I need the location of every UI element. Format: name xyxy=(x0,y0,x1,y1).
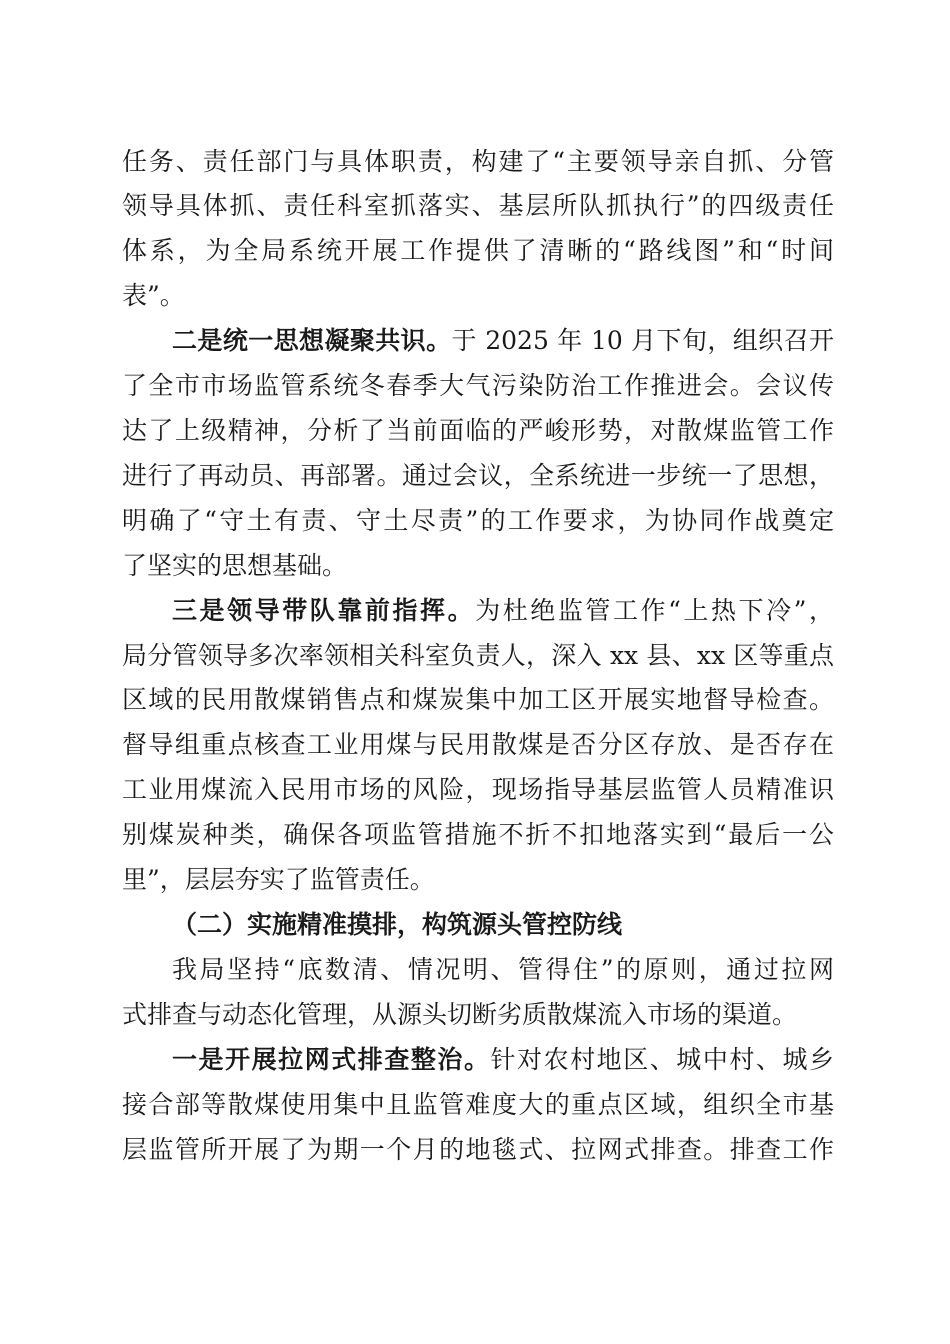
section-heading xyxy=(172,903,834,947)
line-text: 局分管领导多次率领相关科室负责人，深入 xx 县、xx 区等重点 xyxy=(122,641,834,670)
line-text: 里”，层层夯实了监管责任。 xyxy=(122,865,435,894)
paragraph-line xyxy=(172,948,834,992)
line-text: 了全市市场监管系统冬春季大气污染防治工作推进会。会议传 xyxy=(122,371,834,400)
paragraph-line xyxy=(122,813,834,857)
line-text: 于 2025 年 10 月下旬，组织召开 xyxy=(451,326,834,355)
line-text: 表”。 xyxy=(122,281,185,310)
paragraph-line xyxy=(172,1038,834,1082)
paragraph-line xyxy=(122,140,834,184)
paragraph-line xyxy=(122,723,834,767)
paragraph-line xyxy=(122,229,834,273)
line-text: 为杜绝监管工作“上热下冷”， xyxy=(475,596,834,625)
line-text: 针对农村地区、城中村、城乡 xyxy=(490,1045,834,1074)
paragraph-line xyxy=(122,678,834,722)
line-text: 了坚实的思想基础。 xyxy=(122,551,348,580)
paragraph-line xyxy=(122,409,834,453)
paragraph-lead-bold: 一是开展拉网式排查整治。 xyxy=(172,1045,491,1074)
line-text: 体系，为全局系统开展工作提供了清晰的“路线图”和“时间 xyxy=(122,236,834,265)
paragraph-lead-bold: 二是统一思想凝聚共识。 xyxy=(172,326,452,355)
paragraph-line xyxy=(122,768,834,812)
line-text: 区域的民用散煤销售点和煤炭集中加工区开展实地督导检查。 xyxy=(122,685,834,714)
paragraph-line xyxy=(122,274,834,318)
paragraph-line xyxy=(172,319,834,363)
line-text: 式排查与动态化管理，从源头切断劣质散煤流入市场的渠道。 xyxy=(122,1000,798,1029)
paragraph-line xyxy=(122,454,834,498)
line-text: 工业用煤流入民用市场的风险，现场指导基层监管人员精准识 xyxy=(122,775,834,804)
line-text: 层监管所开展了为期一个月的地毯式、拉网式排查。排查工作 xyxy=(122,1135,834,1164)
line-text: 接合部等散煤使用集中且监管难度大的重点区域，组织全市基 xyxy=(122,1090,834,1119)
line-text: 进行了再动员、再部署。通过会议，全系统进一步统一了思想， xyxy=(122,461,834,490)
paragraph-line xyxy=(122,499,834,543)
line-text: 督导组重点核查工业用煤与民用散煤是否分区存放、是否存在 xyxy=(122,730,834,759)
line-text: 任务、责任部门与具体职责，构建了“主要领导亲自抓、分管 xyxy=(122,147,834,176)
line-text: 明确了“守土有责、守土尽责”的工作要求，为协同作战奠定 xyxy=(122,506,834,535)
paragraph-line xyxy=(122,184,834,228)
section-heading-text: （二）实施精准摸排，构筑源头管控防线 xyxy=(172,910,623,939)
paragraph-line xyxy=(122,1128,834,1172)
paragraph-lead-bold: 三是领导带队靠前指挥。 xyxy=(172,596,476,625)
line-text: 领导具体抓、责任科室抓落实、基层所队抓执行”的四级责任 xyxy=(122,191,834,220)
line-text: 别煤炭种类，确保各项监管措施不折不扣地落实到“最后一公 xyxy=(122,820,834,849)
paragraph-line xyxy=(122,858,834,902)
paragraph-line xyxy=(172,589,834,633)
paragraph-line xyxy=(122,993,834,1037)
paragraph-line xyxy=(122,1083,834,1127)
paragraph-line xyxy=(122,364,834,408)
paragraph-line xyxy=(122,544,834,588)
paragraph-line xyxy=(122,634,834,678)
line-text: 我局坚持“底数清、情况明、管得住”的原则，通过拉网 xyxy=(172,955,834,984)
line-text: 达了上级精神，分析了当前面临的严峻形势，对散煤监管工作 xyxy=(122,416,834,445)
